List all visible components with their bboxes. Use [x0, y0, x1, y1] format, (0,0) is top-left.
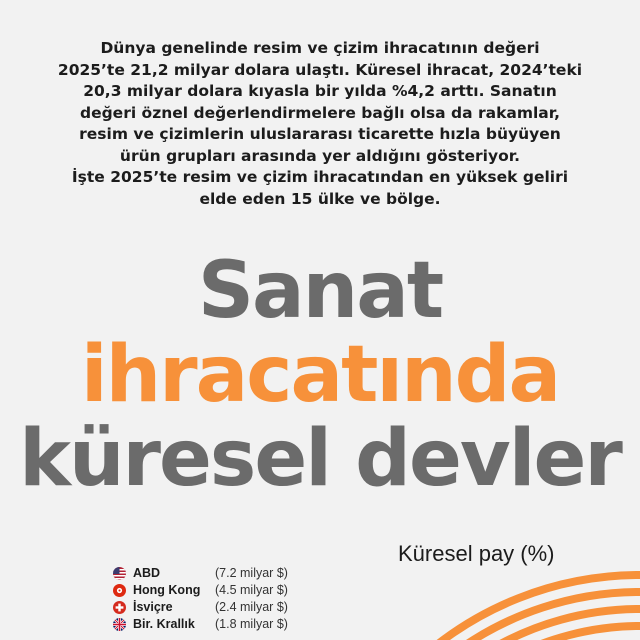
legend-row-bir-krallik	[113, 617, 313, 633]
legend-row-hong-kong	[113, 583, 313, 599]
headline-line-2: ihracatında	[80, 330, 560, 420]
intro-line: Dünya genelinde resim ve çizim ihracatının değeri	[100, 39, 540, 57]
ch-flag-icon	[113, 601, 126, 614]
country-value: (7.2 milyar $)	[215, 566, 288, 580]
hk-flag-icon	[113, 584, 126, 597]
intro-line: İşte 2025’te resim ve çizim ihracatından en yüksek geliri	[71, 168, 569, 186]
uk-flag-icon	[113, 618, 126, 631]
headline-line-3: küresel devler	[19, 414, 621, 504]
country-name: İsviçre	[133, 600, 173, 614]
country-name: Bir. Krallık	[133, 617, 195, 631]
chart-title: Küresel pay (%)	[398, 541, 555, 566]
intro-line: 2025’te 21,2 milyar dolara ulaştı. Küresel ihracat, 2024’teki	[57, 60, 583, 79]
country-name: Hong Kong	[133, 583, 201, 597]
intro-line: 20,3 milyar dolara kıyasla bir yılda %4,2 arttı. Sanatın	[83, 82, 557, 100]
intro-line: ürün grupları arasında yer aldığını gösteriyor.	[119, 146, 521, 165]
legend-row-abd	[113, 566, 313, 582]
country-value: (1.8 milyar $)	[215, 617, 288, 631]
intro-line: elde eden 15 ülke ve bölge.	[199, 189, 441, 208]
intro-line: resim ve çizimlerin uluslararası ticarette hızla büyüyen	[79, 125, 561, 143]
legend-row-isvicre	[113, 600, 313, 616]
country-value: (4.5 milyar $)	[215, 583, 288, 597]
headline-line-1: Sanat	[197, 246, 443, 336]
intro-line: değeri öznel değerlendirmelere bağlı olsa da rakamlar,	[79, 103, 561, 122]
country-name: ABD	[133, 566, 161, 580]
us-flag-icon	[113, 567, 126, 580]
country-value: (2.4 milyar $)	[215, 600, 288, 614]
